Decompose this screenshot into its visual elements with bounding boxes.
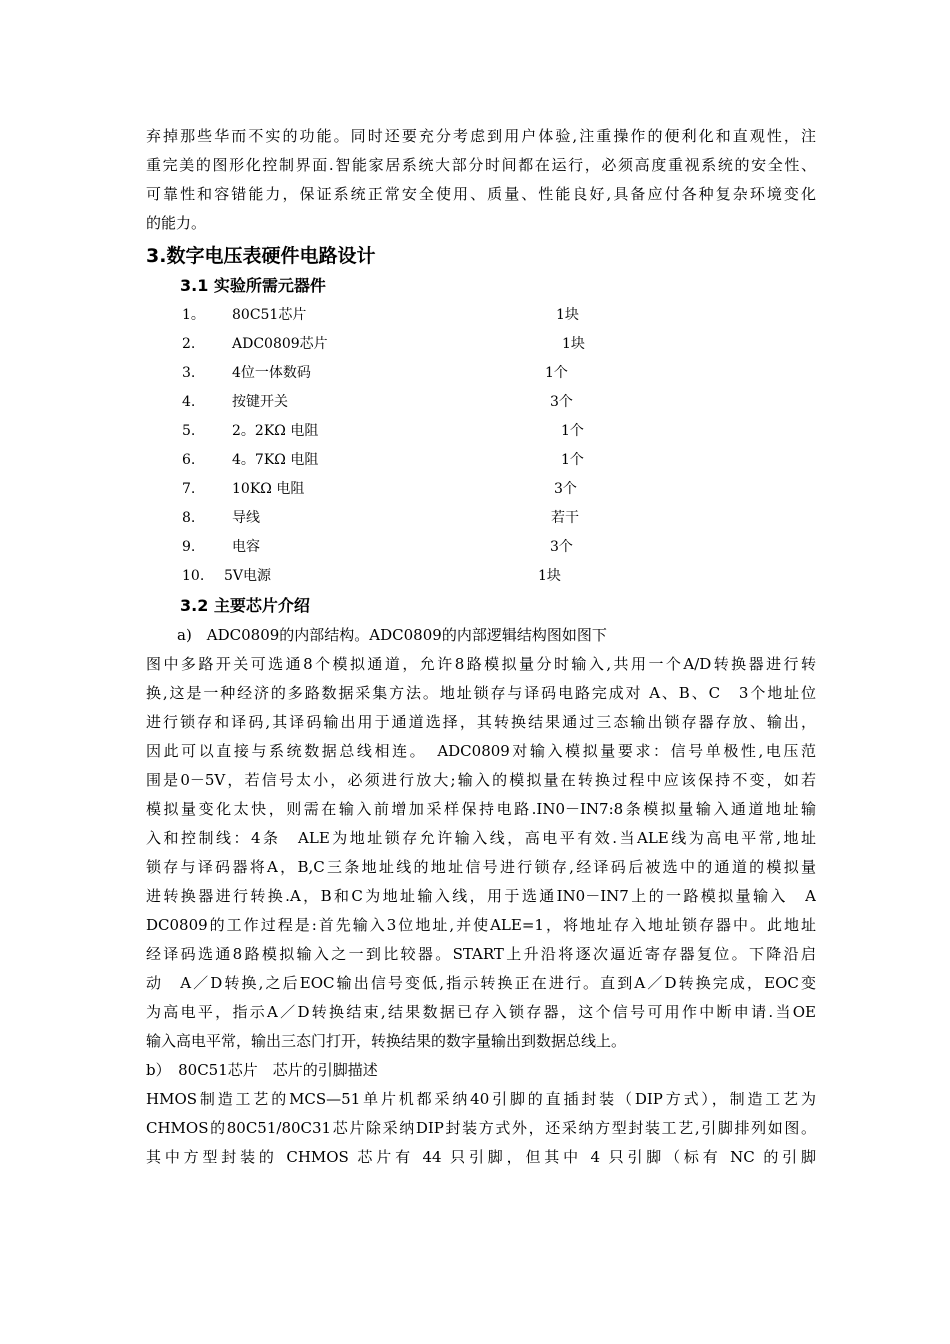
item-quantity: 1个 — [561, 452, 584, 468]
text-line: 弃掉那些华而不实的功能。同时还要充分考虑到用户体验,注重操作的便利化和直观性，注 — [146, 127, 816, 145]
intro-paragraph — [146, 122, 816, 238]
item-quantity: 3个 — [550, 539, 573, 555]
text-line: 经译码选通8路模拟输入之一到比较器。START上升沿将逐次逼近寄存器复位。下降沿启 — [146, 945, 816, 963]
list-item — [146, 562, 816, 591]
item-quantity: 若干 — [551, 510, 579, 526]
text-line: 锁存与译码器将A，B,C三条地址线的地址信号进行锁存,经译码后被选中的通道的模拟量 — [146, 858, 816, 876]
item-quantity: 1块 — [562, 336, 585, 352]
list-item — [146, 504, 816, 533]
subsection-title-chips: 3.2 主要芯片介绍 — [180, 596, 310, 615]
item-quantity: 1块 — [556, 307, 579, 323]
item-number: 4. — [182, 394, 196, 410]
text-line: 重完美的图形化控制界面.智能家居系统大部分时间都在运行，必须高度重视系统的安全性、 — [146, 156, 816, 174]
component-list — [146, 301, 816, 591]
item-number: 9. — [182, 539, 196, 555]
item-number: 7. — [182, 481, 196, 497]
text-line: DC0809的工作过程是:首先输入3位地址,并使ALE=1，将地址存入地址锁存器中。此地址 — [146, 916, 816, 934]
item-quantity: 1个 — [561, 423, 584, 439]
text-line: 进行锁存和译码,其译码输出用于通道选择，其转换结果通过三态输出锁存器存放、输出， — [146, 713, 816, 731]
item-name: 2。2KΩ 电阻 — [232, 423, 319, 439]
item-quantity: 1个 — [545, 365, 568, 381]
text-line: 因此可以直接与系统数据总线相连。 ADC0809对输入模拟量要求：信号单极性,电压范 — [146, 742, 816, 760]
item-name: 电容 — [232, 539, 260, 555]
item-number: 10. — [182, 568, 205, 584]
text-line: 为高电平，指示A／D转换结束,结果数据已存入锁存器，这个信号可用作中断申请.当OE — [146, 1003, 816, 1021]
item-number: 8. — [182, 510, 196, 526]
item-number: 3. — [182, 365, 196, 381]
adc0809-paragraph — [146, 621, 816, 1056]
list-item — [146, 446, 816, 475]
text-line: CHMOS的80C51/80C31芯片除采纳DIP封装方式外，还采纳方型封装工艺,引脚排列如图。 — [146, 1119, 816, 1137]
text-line: 模拟量变化太快，则需在输入前增加采样保持电路.IN0－IN7:8条模拟量输入通道地址输 — [146, 800, 816, 818]
text-line: 的能力。 — [146, 214, 207, 232]
text-line: 围是0－5V，若信号太小，必须进行放大;输入的模拟量在转换过程中应该保持不变，如若 — [146, 771, 816, 789]
item-name: 80C51芯片 — [232, 307, 307, 323]
item-number: 6. — [182, 452, 196, 468]
item-number: 5. — [182, 423, 196, 439]
text-line: 进转换器进行转换.A，B和C为地址输入线，用于选通IN0－IN7上的一路模拟量输入 A — [146, 887, 816, 905]
item-quantity: 3个 — [554, 481, 577, 497]
list-item — [146, 417, 816, 446]
text-line: 图中多路开关可选通8个模拟通道，允许8路模拟量分时输入,共用一个A/D转换器进行转 — [146, 655, 816, 673]
text-line: HMOS制造工艺的MCS—51单片机都采纳40引脚的直插封装（DIP方式），制造工艺为 — [146, 1090, 816, 1108]
subsection-title-components: 3.1 实验所需元器件 — [180, 276, 326, 295]
item-name: 4位一体数码 — [232, 365, 311, 381]
item-name: 导线 — [232, 510, 260, 526]
text-line: 可靠性和容错能力，保证系统正常安全使用、质量、性能良好,具备应付各种复杂环境变化 — [146, 185, 816, 203]
text-line: 输入高电平常，输出三态门打开，转换结果的数字量输出到数据总线上。 — [146, 1032, 627, 1050]
list-item — [146, 330, 816, 359]
text-line: 动 A／D转换,之后EOC输出信号变低,指示转换正在进行。直到A／D转换完成，EOC变 — [146, 974, 816, 992]
item-number: 2. — [182, 336, 196, 352]
text-line: 其中方型封装的 CHMOS 芯片有 44 只引脚，但其中 4 只引脚（标有 NC 的引脚 — [146, 1148, 816, 1166]
document-page — [146, 122, 816, 1172]
list-item — [146, 388, 816, 417]
paragraph-heading: a) ADC0809的内部结构。ADC0809的内部逻辑结构图如图下 — [177, 626, 607, 644]
item-name: 4。7KΩ 电阻 — [232, 452, 319, 468]
text-line: 入和控制线：4条 ALE为地址锁存允许输入线，高电平有效.当ALE线为高电平常,地址 — [146, 829, 816, 847]
item-name: ADC0809芯片 — [232, 336, 328, 352]
item-number: 1。 — [182, 307, 205, 323]
item-name: 10KΩ 电阻 — [232, 481, 305, 497]
item-quantity: 1块 — [538, 568, 561, 584]
text-line: 换,这是一种经济的多路数据采集方法。地址锁存与译码电路完成对 A、B、C 3个地址位 — [146, 684, 816, 702]
item-quantity: 3个 — [550, 394, 573, 410]
paragraph-heading: b） 80C51芯片 芯片的引脚描述 — [146, 1061, 378, 1079]
item-name: 按键开关 — [232, 394, 288, 410]
list-item — [146, 301, 816, 330]
list-item — [146, 475, 816, 504]
section-title: 3.数字电压表硬件电路设计 — [146, 245, 376, 267]
80c51-paragraph — [146, 1056, 816, 1172]
item-name: 5V电源 — [224, 568, 272, 584]
list-item — [146, 533, 816, 562]
list-item — [146, 359, 816, 388]
